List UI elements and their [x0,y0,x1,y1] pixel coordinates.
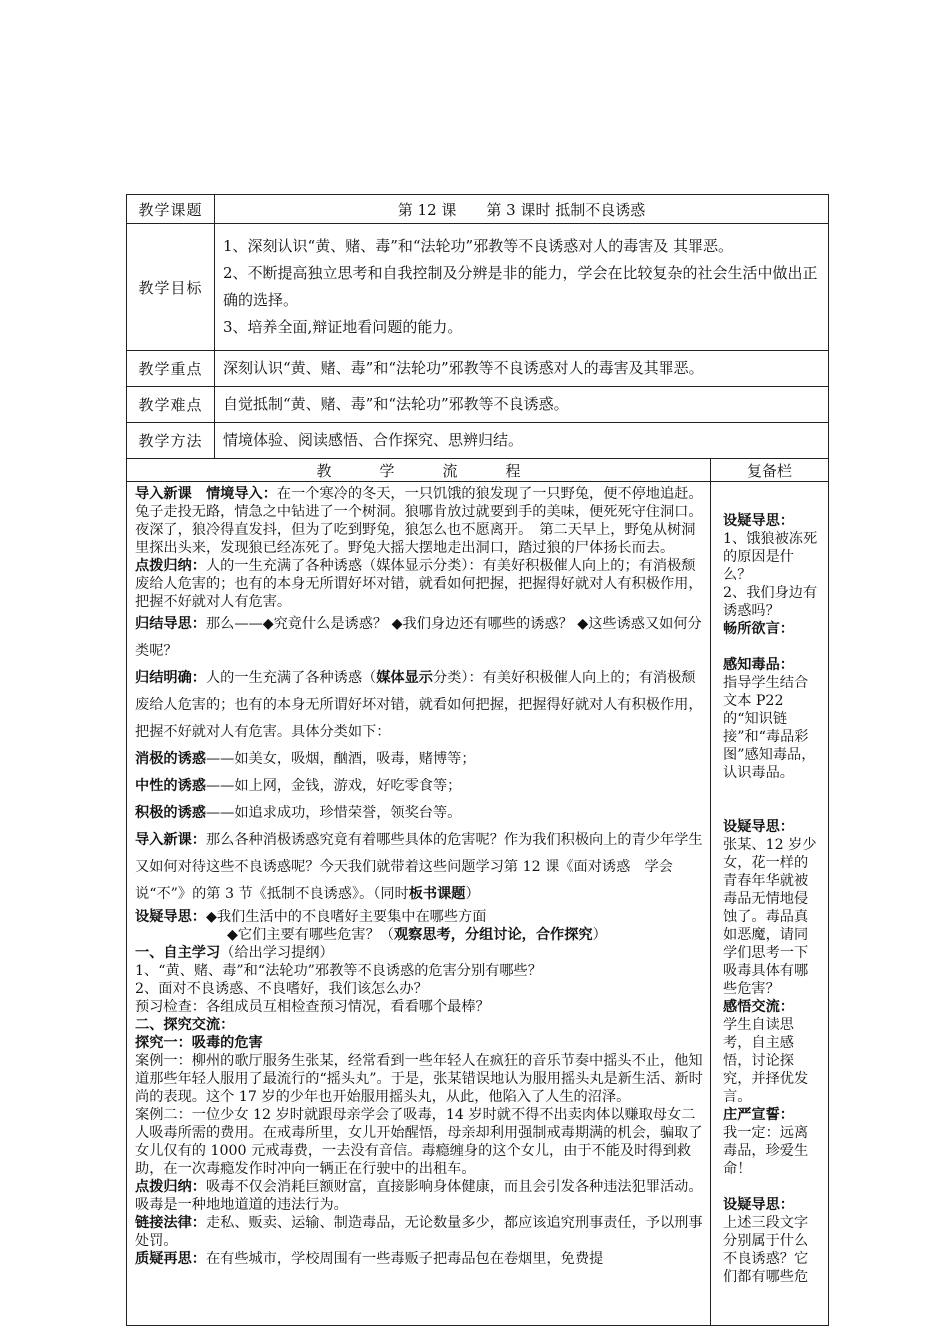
side-heading-text: 设疑导思： [723,513,794,529]
question-text: ◆我们生活中的不良嗜好主要集中在哪些方面 [205,909,487,925]
section-explore [135,1016,704,1034]
reflect-paragraph [135,1250,704,1268]
explore-one [135,1034,704,1052]
preview-check: 预习检查：各组成员互相检查预习情况，看看哪个最棒？ [135,999,490,1015]
new-lesson-end: ） [465,886,480,902]
new-lesson-text: 那么各种消极诱惑究竟有着哪些具体的危害呢？作为我们积极向上的青少年学生又如何对待这些不良诱惑呢？今天我们就带着这些问题学习第 12 课《面对诱惑 学会说“不”》的第 3 节《抵制不良诱惑》。（同时 [135,832,703,902]
positive-text: ——如追求成功，珍惜荣誉，领奖台等。 [205,805,462,821]
flow-title: 教学流程 [127,459,711,482]
side-text: 学生自读思考，自主感悟，讨论探究，并择优发言。 [723,1017,809,1105]
flow-header-row [127,459,829,482]
goals-row [127,224,829,351]
difficulty-label: 教学难点 [127,387,215,423]
summary-paragraph [135,1178,704,1214]
reflect-text: 在有些城市，学校周围有一些毒贩子把毒品包在卷烟里，免费提 [205,1251,604,1267]
spacer [723,1178,822,1196]
neutral-text: ——如上网，金钱，游戏，好吃零食等； [205,778,462,794]
positive-temptation [135,800,704,827]
side-heading-text: 设疑导思： [723,819,794,835]
summary-text: 吸毒不仅会消耗巨额财富，直接影响身体健康，而且会引发各种违法犯罪活动。吸毒是一种地地道道的违法行为。 [135,1179,703,1213]
topic-value: 第 12 课 第 3 课时 抵制不良诱惑 [215,195,829,224]
method-value: 情境体验、阅读感悟、合作探究、思辨归结。 [215,423,829,459]
question-paragraph-2 [135,926,704,944]
side-heading-text: 感悟交流： [723,999,794,1015]
self-study-heading: 一、自主学习 [135,945,221,961]
law-heading: 链接法律： [135,1215,206,1231]
side-heading [723,998,822,1016]
section-self-study [135,944,704,962]
review-title: 复备栏 [711,459,829,482]
side-text: 2、我们身边有诱惑吗？ [723,585,818,619]
question-text-2: ◆它们主要有哪些危害？（ [227,927,394,943]
study-question-1: 1、“黄、赌、毒”和“法轮功”邪教等不良诱惑的危害分别有哪些？ [135,963,542,979]
question-heading: 设疑导思： [135,909,206,925]
question-paragraph [135,908,704,926]
new-lesson-heading: 导入新课： [135,832,206,848]
think-text: 那么——◆究竟什么是诱惑？ ◆我们身边还有哪些的诱惑？ ◆这些诱惑又如何分类呢？ [135,616,702,659]
side-text: 1、饿狼被冻死的原因是什么？ [723,531,818,583]
spacer [723,638,822,656]
summary-heading: 点拨归纳： [135,1179,206,1195]
law-paragraph [135,1214,704,1250]
intro-heading: 导入新课 情境导入： [135,486,277,502]
positive-heading: 积极的诱惑 [135,805,206,821]
side-heading [723,818,822,836]
teaching-flow [127,482,711,1326]
new-lesson-paragraph [135,827,704,908]
law-text: 走私、贩卖、运输、制造毒品，无论数量多少，都应该追究刑事责任，予以刑事处罚。 [135,1215,703,1249]
goal-item: 1、深刻认识“黄、赌、毒”和“法轮功”邪教等不良诱惑对人的毒害及 其罪恶。 [223,237,733,255]
clarify-text-a: 人的一生充满了各种诱惑（ [205,670,377,686]
key-row [127,351,829,387]
lesson-table [126,194,829,1326]
lesson-plan [126,194,828,1326]
negative-heading: 消极的诱惑 [135,751,206,767]
self-study-note: （给出学习提纲） [220,945,334,961]
guide-text: 人的一生充满了各种诱惑（媒体显示分类）：有美好积极催人向上的；有消极颓废给人危害的；也有的本身无所谓好坏对错，就看如何把握，把握得好就对人有积极作用，把握不好就对人有危害。 [135,558,703,610]
goal-item: 2、不断提高独立思考和自我控制及分辨是非的能力，学会在比较复杂的社会生活中做出正确的选择。 [223,264,818,309]
goal-item: 3、培养全面,辩证地看问题的能力。 [223,318,463,336]
clarify-paragraph [135,665,704,746]
side-text: 上述三段文字分别属于什么不良诱惑？它们都有哪些危 [723,1215,809,1285]
clarify-text-b: 分类）：有美好积极催人向上的；有消极颓废给人危害的；也有的本身无所谓好坏对错，就看如何把握，把握得好就对人有积极作用，把握不好就对人有危害。具体分类如下： [135,670,703,740]
think-heading: 归结导思： [135,616,206,632]
side-heading [723,620,822,638]
goals-label: 教学目标 [127,224,215,351]
negative-temptation [135,746,704,773]
explore-one-heading: 探究一：吸毒的危害 [135,1035,263,1051]
topic-label: 教学课题 [127,195,215,224]
guide-paragraph [135,557,704,611]
review-column [711,482,829,1326]
case-two: 案例二：一位少女 12 岁时就跟母亲学会了吸毒，14 岁时就不得不出卖肉体以赚取母女二人吸毒所需的费用。在戒毒所里，女儿开始醒悟，母亲却利用强制戒毒期满的机会，骗取了女儿仅有的 1000 元戒毒费，一去没有音信。毒瘾缠身的这个女儿，由于不能及时得到救助，在一次毒瘾发作时冲向一辆正在行驶中的出租车。 [135,1107,703,1177]
side-heading [723,1196,822,1214]
key-value: 深刻认识“黄、赌、毒”和“法轮功”邪教等不良诱惑对人的毒害及其罪恶。 [215,351,829,387]
side-heading-text: 畅所欲言： [723,621,794,637]
side-heading-text: 设疑导思： [723,1197,794,1213]
board-title: 板书课题 [408,886,466,902]
neutral-heading: 中性的诱惑 [135,778,206,794]
side-text: 张某、12 岁少女，花一样的青春年华就被毒品无情地侵蚀了。毒品真如恶魔，请同学们思考一下吸毒具体有哪些危害？ [723,837,817,997]
flow-body-row [127,482,829,1326]
goals-content [215,224,829,351]
side-heading [723,512,822,530]
difficulty-row [127,387,829,423]
topic-row [127,195,829,224]
clarify-text-bold: 媒体显示 [376,670,433,686]
method-label: 教学方法 [127,423,215,459]
clarify-heading: 归结明确： [135,670,206,686]
side-heading-text: 庄严宣誓： [723,1107,794,1123]
question-method: 观察思考，分组讨论，合作探究 [393,927,593,943]
side-text: 我一定：远离毒品，珍爱生命！ [723,1125,809,1177]
study-question-2: 2、面对不良诱惑、不良嗜好，我们该怎么办？ [135,981,428,997]
method-row [127,423,829,459]
neutral-temptation [135,773,704,800]
case-one: 案例一：柳州的歌厅服务生张某，经常看到一些年轻人在疯狂的音乐节奏中摇头不止，他知道那些年轻人服用了最流行的“摇头丸”。于是，张某错误地认为服用摇头丸是新生活、新时尚的表现。这个 17 岁的少年也开始服用摇头丸，从此，他陷入了人生的沼泽。 [135,1053,703,1105]
explore-heading: 二、探究交流： [135,1017,235,1033]
spacer [723,782,822,800]
think-paragraph [135,611,704,665]
reflect-heading: 质疑再思： [135,1251,206,1267]
difficulty-value: 自觉抵制“黄、赌、毒”和“法轮功”邪教等不良诱惑。 [215,387,829,423]
side-heading-text: 感知毒品： [723,657,794,673]
side-heading [723,656,822,674]
intro-paragraph [135,485,704,557]
spacer [723,800,822,818]
intro-story: 在一个寒冷的冬天，一只饥饿的狼发现了一只野兔，便不停地追赶。兔子走投无路，情急之中钻进了一个树洞。狼哪肯放过就要到手的美味，便死死守住洞口。 夜深了，狼冷得直发抖，但为了吃到野兔，狼怎么也不愿离开。 第二天早上，野兔从树洞里探出头来，发现狼已经冻死了。野兔大摇大摆地走出洞口，踏过狼的尸体扬长而去。 [135,486,703,556]
question-end: ） [592,927,607,943]
side-text: 指导学生结合文本 P22 的“知识链接”和“毒品彩图”感知毒品，认识毒品。 [723,675,816,781]
side-heading [723,1106,822,1124]
guide-heading: 点拨归纳： [135,558,206,574]
key-label: 教学重点 [127,351,215,387]
negative-text: ——如美女，吸烟，酗酒，吸毒，赌博等； [205,751,476,767]
